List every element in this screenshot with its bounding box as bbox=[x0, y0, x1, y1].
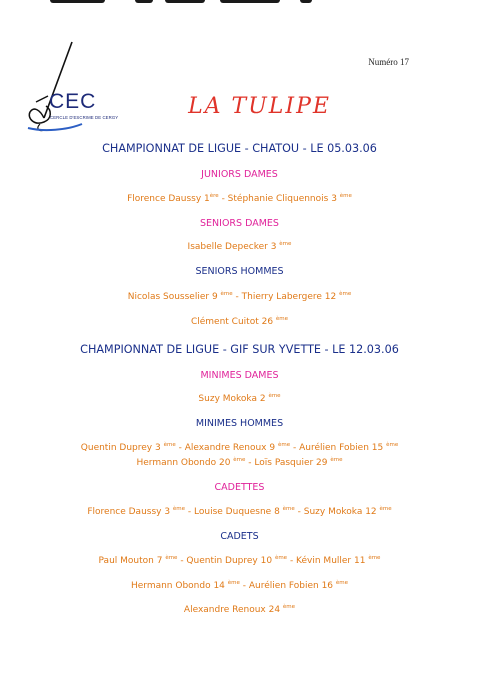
result-line: Florence Daussy 3 $^{ème}$ - Louise Duquesne 8 $^{ème}$ - Suzy Mokoka 12 $^{ème}$ bbox=[87, 506, 392, 517]
result-line: Quentin Duprey 3 $^{ème}$ - Alexandre Renoux 9 $^{ème}$ - Aurélien Fobien 15 $^{ème}$ bbox=[80, 442, 399, 453]
result-line: Hermann Obondo 14 $^{ème}$ - Aurélien Fobien 16 $^{ème}$ bbox=[130, 580, 349, 591]
logo-abbr: CEC bbox=[49, 90, 97, 113]
result-line: Isabelle Depecker 3 $^{ème}$ bbox=[187, 241, 292, 252]
logo-club-name: CERCLE D'ESCRIME DE CERGY bbox=[50, 115, 119, 120]
scan-edge bbox=[0, 0, 479, 6]
result-line: Clément Cuitot 26 $^{ème}$ bbox=[190, 316, 289, 327]
category-heading: MINIMES HOMMES bbox=[195, 418, 284, 429]
result-line: Florence Daussy 1ère - Stéphanie Cliquennois 3 $^{ème}$ bbox=[127, 193, 352, 204]
newsletter-title: LA TULIPE bbox=[188, 94, 331, 119]
category-heading: SENIORS DAMES bbox=[200, 218, 279, 229]
championship-heading: CHAMPIONNAT DE LIGUE - CHATOU - LE 05.03.06 bbox=[102, 142, 377, 155]
result-line: Hermann Obondo 20 $^{ème}$ - Loïs Pasquier 29 $^{ème}$ bbox=[136, 457, 343, 468]
result-line: Nicolas Sousselier 9 $^{ème}$ - Thierry Labergere 12 $^{ème}$ bbox=[127, 291, 352, 302]
result-line: Suzy Mokoka 2 $^{ème}$ bbox=[198, 393, 281, 404]
category-heading: SENIORS HOMMES bbox=[195, 266, 284, 277]
issue-number: Numéro 17 bbox=[368, 57, 409, 67]
category-heading: JUNIORS DAMES bbox=[201, 169, 278, 180]
championship-heading: CHAMPIONNAT DE LIGUE - GIF SUR YVETTE - LE 12.03.06 bbox=[80, 343, 399, 356]
result-line: Paul Mouton 7 $^{ème}$ - Quentin Duprey 10 $^{ème}$ - Kévin Muller 11 $^{ème}$ bbox=[98, 555, 381, 566]
result-line: Alexandre Renoux 24 $^{ème}$ bbox=[183, 604, 296, 615]
category-heading: MINIMES DAMES bbox=[200, 370, 279, 381]
category-heading: CADETS bbox=[220, 531, 259, 542]
category-heading: CADETTES bbox=[214, 482, 265, 493]
